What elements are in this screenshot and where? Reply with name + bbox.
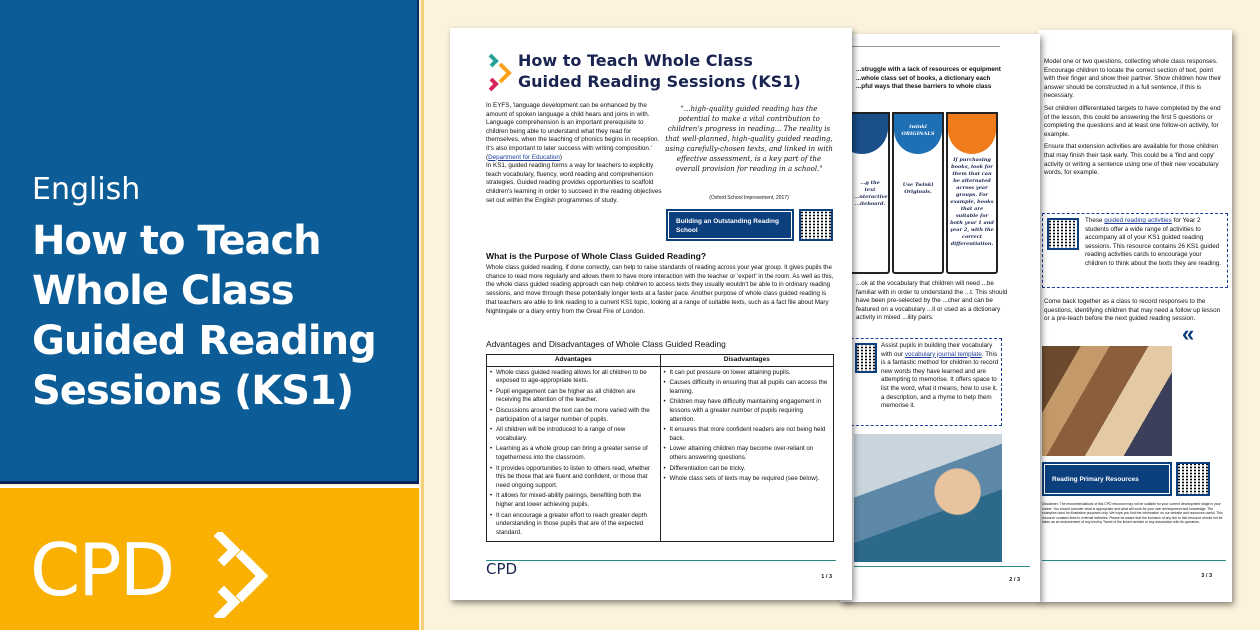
cpd-logo: CPD bbox=[30, 528, 174, 612]
reading-resources-banner[interactable]: Reading Primary Resources bbox=[1042, 462, 1172, 496]
purpose-text: Whole class guided reading, if done correctly, can help to raise standards of reading across your year group. It gives pupils the chance to read more regularly and allows them to have more interaction with the teacher or 'expert' in the room. As well as this, the whole class guided reading approach can help children to access texts they usually wouldn't be able to in ordinary reading sessions, and move through these potentially longer texts at a faster pace. Another purpose of whole class guided reading is that teachers are able to link reading to a current KS1 topic, looking at a range of suitable texts, such as a fact file about Mary Nightingale or a diary entry from the Great Fire of London. bbox=[486, 264, 834, 315]
bullet: Come back together as a class to record responses to the questions, identifying children that may need a follow up lesson or a pre-teach before the next guided reading session. bbox=[1044, 298, 1221, 323]
disclaimer: Disclaimer: The recommendations of this CPD resource may not be suitable for your current development stage in your career. You should consider what is appropriate and what will work for your own development and knowledge. The examples used for illustrative purposes only. We hope you find the information on our website and resources useful. This resource contains links to external websites. Please be aware that the inclusion of any link to this resource should not be taken as an endorsement of any kind by Twinkl of the linked website or any association with its operators. bbox=[1042, 502, 1223, 525]
list-item: • It can encourage a greater effort to reach greater depth understanding in those pupils that are of the expected standard. bbox=[490, 512, 657, 538]
callout-text: Assist pupils in building their vocabulary with our bbox=[881, 342, 993, 358]
list-item: • Whole class sets of texts may be required (see below). bbox=[664, 475, 831, 484]
list-item: • It can put pressure on lower attaining pupils. bbox=[664, 369, 831, 378]
intro-paragraph: In KS1, guided reading forms a way for teachers to explicitly teach vocabulary, fluency, word reading and comprehension strategies. Guided reading provides opportunities to scaffold children's learning in order to succeed in the reading objectives set out within the English programmes of study. bbox=[486, 162, 662, 204]
subject-label: English bbox=[32, 172, 141, 207]
divider bbox=[840, 46, 1000, 47]
list-item: • All children will be introduced to a range of new vocabulary. bbox=[490, 426, 657, 443]
cpd-brand-band bbox=[0, 486, 419, 630]
quote-marks-icon: « bbox=[1182, 321, 1195, 346]
cpd-chevron-icon bbox=[486, 52, 514, 92]
list-item: • Causes difficulty in ensuring that all pupils can access the learning. bbox=[664, 379, 831, 396]
bullet: Ensure that extension activities are available for those children that may finish their task early. This could be a 'find and copy' activity or writing a sentence using one of their new vocabulary words, for example. bbox=[1044, 143, 1219, 177]
bullet: Model one or two questions, collecting whole class responses. Encourage children to locate the correct section of text, point with their finger and show their partner. Show children how their answer should be constructed in a full sentence, if this is necessary. bbox=[1044, 58, 1222, 100]
document-page-3 bbox=[1038, 30, 1232, 602]
list-item: • It provides opportunities to listen to others read, whether this be those that are fluent and confident, or those that need ongoing support. bbox=[490, 465, 657, 491]
qr-code[interactable] bbox=[1047, 218, 1079, 250]
document-page-2 bbox=[840, 34, 1040, 602]
disadvantages-list bbox=[664, 369, 831, 484]
footer-divider bbox=[854, 566, 1030, 567]
resource-callout bbox=[1042, 213, 1228, 288]
intro-text bbox=[486, 102, 664, 205]
card-text: Use Twinkl Originals. bbox=[902, 182, 934, 195]
intro-paragraph: In EYFS, 'language development can be enhanced by the amount of spoken language a child hears and joins in with. Language comprehension is an important prerequisite to children being able to understand what they read for themselves, when the teaching of phonics begins in reception. It's also important to later success with writing composition.' ( bbox=[486, 102, 660, 161]
cpd-chevron-icon bbox=[212, 532, 272, 618]
vocabulary-text: ...ok at the vocabulary that children will need ...be familiar with in order to understand the ...t. This should have been pre-selected by the ...cher and can be featured on a vocabulary ...ll or used as a dictionary activity in mixed ...ility pairs. bbox=[856, 280, 1008, 322]
qr-code[interactable] bbox=[855, 343, 877, 373]
child-reading-photo bbox=[854, 434, 1002, 562]
barriers-text: ...struggle with a lack of resources or equipment ...whole class set of books, a dictionary each ...pful ways that these barriers to whole class bbox=[856, 66, 1001, 91]
column-header: Advantages bbox=[487, 355, 661, 367]
cover-panel bbox=[0, 0, 419, 484]
callout-text: . This is a fantastic method for children to record new words they have learned and are attempting to memorise. It offers space to list the word, what it means, how to use it, a description, and a rhyme to help them memorise it. bbox=[881, 350, 999, 410]
advantages-list bbox=[490, 369, 657, 538]
intro-paragraph: ) bbox=[559, 153, 562, 161]
qr-code[interactable] bbox=[799, 209, 833, 241]
callout-text: for Year 2 students offer a wide range of activities to accompany all of your KS1 guided reading sessions. This resource contains 26 KS1 guided reading activities cards to encourage your children to think about the texts they are reading. bbox=[1085, 217, 1222, 267]
footer-divider bbox=[1042, 560, 1226, 561]
guided-reading-activities-link[interactable]: guided reading activities bbox=[1104, 217, 1172, 224]
page-number: 3 / 3 bbox=[1201, 573, 1212, 579]
advantages-heading: Advantages and Disadvantages of Whole Class Guided Reading bbox=[486, 339, 726, 349]
bullet: Set children differentiated targets to have completed by the end of the lesson, this could be answering the first 5 questions or completing the questions and at least one follow-on activity, for example. bbox=[1044, 104, 1221, 138]
advantages-table bbox=[486, 354, 834, 542]
page-number: 1 / 3 bbox=[821, 574, 832, 580]
card-text: If purchasing books, look for them that can be alternated across year groups. For example, books that are suitable for both year 1 and year 2, with the correct differentiation. bbox=[950, 157, 994, 247]
quote: "...high-quality guided reading has the potential to make a vital contribution to children's progress in reading... The reality is that well-planned, high-quality guided reading, using carefully-chosen texts, and linked in with effective assessment, is a key part of the overall provision for reading in a school." bbox=[665, 105, 833, 173]
vocabulary-journal-link[interactable]: vocabulary journal template bbox=[904, 350, 982, 358]
cpd-footer-logo: CPD bbox=[486, 560, 518, 578]
column-header: Disadvantages bbox=[660, 355, 834, 367]
quote-source: (Oxford School Improvement, 2017) bbox=[709, 195, 789, 201]
page-number: 2 / 3 bbox=[1009, 577, 1020, 583]
purpose-heading: What is the Purpose of Whole Class Guided Reading? bbox=[486, 251, 707, 261]
list-item: • It allows for mixed-ability pairings, benefiting both the higher and lower achieving pupils. bbox=[490, 492, 657, 509]
callout-text: These bbox=[1085, 217, 1105, 224]
list-item: • Discussions around the text can be more varied with the participation of a larger number of pupils. bbox=[490, 407, 657, 424]
card-text: ...g the text ...nteractive ...iteboard. bbox=[854, 180, 888, 207]
outstanding-reading-school-banner[interactable]: Building an Outstanding Reading School bbox=[666, 209, 794, 241]
list-item: • Whole class guided reading allows for all children to be exposed to age-appropriate texts. bbox=[490, 369, 657, 386]
document-title: How to Teach Whole Class Guided Reading Sessions (KS1) bbox=[518, 51, 801, 91]
tip-card bbox=[892, 112, 944, 274]
list-item: • It ensures that more confident readers are not being held back. bbox=[664, 426, 831, 443]
list-item: • Lower attaining children may become over-reliant on others answering questions. bbox=[664, 445, 831, 462]
list-item: • Learning as a whole group can bring a greater sense of togetherness into the classroom. bbox=[490, 445, 657, 462]
list-item: • Pupil engagement can be higher as all children are receiving the attention of the teacher. bbox=[490, 388, 657, 405]
list-item: • Children may have difficulty maintaining engagement in lessons with a greater number of pupils requiring attention. bbox=[664, 398, 831, 424]
list-item: • Differentiation can be tricky. bbox=[664, 465, 831, 474]
tip-card bbox=[946, 112, 998, 274]
qr-code[interactable] bbox=[1176, 462, 1210, 496]
document-page-1 bbox=[450, 28, 852, 600]
teacher-reading-photo bbox=[1042, 346, 1172, 456]
book-icon bbox=[948, 114, 996, 154]
department-for-education-link[interactable]: Department for Education bbox=[488, 153, 560, 161]
cover-title: How to Teach Whole Class Guided Reading Sessions (KS1) bbox=[32, 218, 376, 414]
twinkl-originals-logo: twinkl ORIGINALS bbox=[894, 114, 942, 154]
vocabulary-callout bbox=[840, 338, 1002, 426]
